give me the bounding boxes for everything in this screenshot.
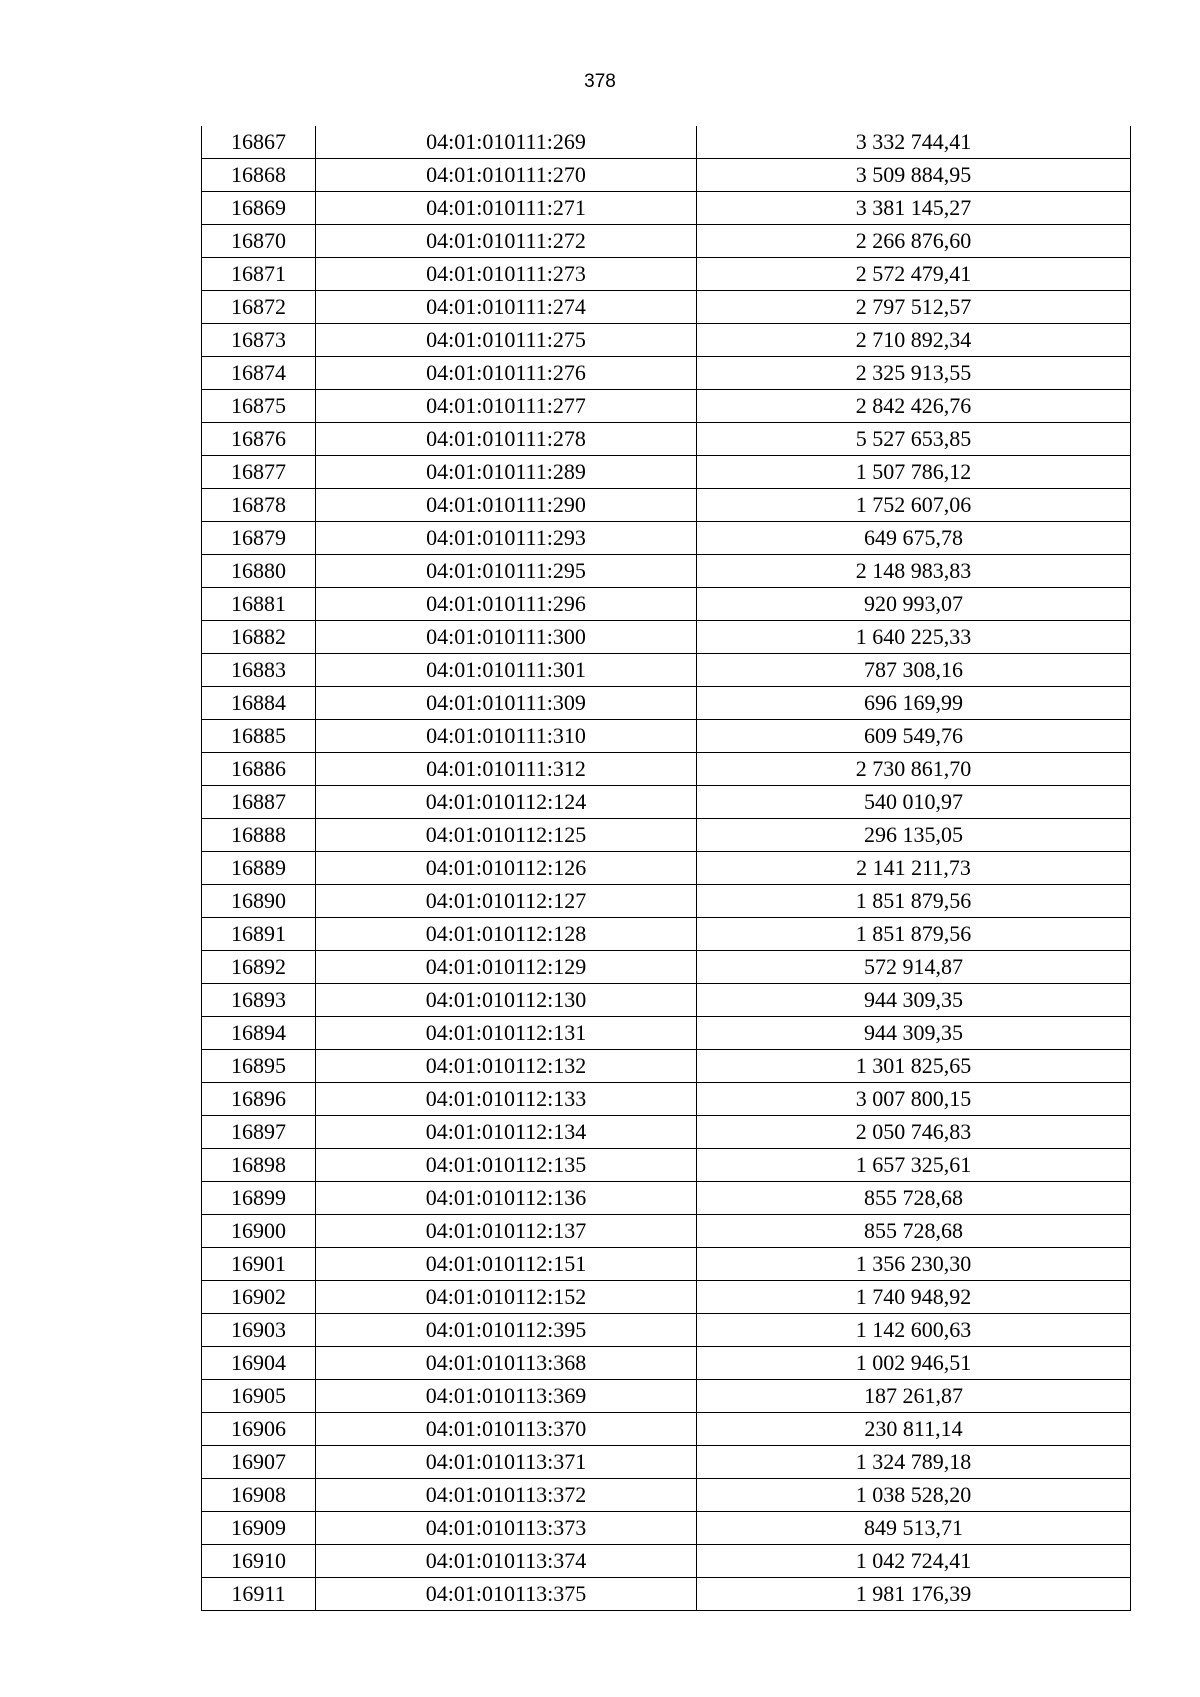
cadastral-value-table xyxy=(201,126,1131,1611)
cadastral-number-cell: 04:01:010111:296 xyxy=(316,588,697,621)
cadastral-value-cell: 920 993,07 xyxy=(697,588,1131,621)
row-number-cell: 16872 xyxy=(202,291,316,324)
table-row xyxy=(202,1149,1131,1182)
cadastral-number-cell: 04:01:010113:372 xyxy=(316,1479,697,1512)
row-number-cell: 16869 xyxy=(202,192,316,225)
cadastral-number-cell: 04:01:010112:124 xyxy=(316,786,697,819)
row-number-cell: 16887 xyxy=(202,786,316,819)
row-number-cell: 16908 xyxy=(202,1479,316,1512)
table-row xyxy=(202,852,1131,885)
row-number-cell: 16875 xyxy=(202,390,316,423)
cadastral-number-cell: 04:01:010113:369 xyxy=(316,1380,697,1413)
cadastral-value-cell: 1 851 879,56 xyxy=(697,885,1131,918)
table-row xyxy=(202,324,1131,357)
cadastral-number-cell: 04:01:010111:300 xyxy=(316,621,697,654)
table-row xyxy=(202,753,1131,786)
cadastral-value-cell: 187 261,87 xyxy=(697,1380,1131,1413)
cadastral-value-cell: 1 042 724,41 xyxy=(697,1545,1131,1578)
row-number-cell: 16885 xyxy=(202,720,316,753)
cadastral-value-cell: 855 728,68 xyxy=(697,1215,1131,1248)
table-row xyxy=(202,291,1131,324)
cadastral-value-cell: 696 169,99 xyxy=(697,687,1131,720)
cadastral-number-cell: 04:01:010113:370 xyxy=(316,1413,697,1446)
cadastral-value-cell: 2 148 983,83 xyxy=(697,555,1131,588)
table-row xyxy=(202,819,1131,852)
cadastral-number-cell: 04:01:010111:275 xyxy=(316,324,697,357)
cadastral-value-cell: 3 381 145,27 xyxy=(697,192,1131,225)
cadastral-value-cell: 2 266 876,60 xyxy=(697,225,1131,258)
row-number-cell: 16910 xyxy=(202,1545,316,1578)
table-row xyxy=(202,225,1131,258)
row-number-cell: 16896 xyxy=(202,1083,316,1116)
cadastral-value-cell: 572 914,87 xyxy=(697,951,1131,984)
row-number-cell: 16897 xyxy=(202,1116,316,1149)
table-row xyxy=(202,984,1131,1017)
table-row xyxy=(202,1479,1131,1512)
cadastral-number-cell: 04:01:010113:371 xyxy=(316,1446,697,1479)
table-row xyxy=(202,918,1131,951)
row-number-cell: 16888 xyxy=(202,819,316,852)
row-number-cell: 16870 xyxy=(202,225,316,258)
row-number-cell: 16878 xyxy=(202,489,316,522)
cadastral-number-cell: 04:01:010111:276 xyxy=(316,357,697,390)
row-number-cell: 16911 xyxy=(202,1578,316,1611)
cadastral-number-cell: 04:01:010111:277 xyxy=(316,390,697,423)
row-number-cell: 16868 xyxy=(202,159,316,192)
cadastral-number-cell: 04:01:010111:289 xyxy=(316,456,697,489)
table-row xyxy=(202,522,1131,555)
table-row xyxy=(202,456,1131,489)
row-number-cell: 16886 xyxy=(202,753,316,786)
cadastral-value-cell: 2 050 746,83 xyxy=(697,1116,1131,1149)
page-number: 378 xyxy=(584,71,616,92)
cadastral-number-cell: 04:01:010112:128 xyxy=(316,918,697,951)
cadastral-value-cell: 3 007 800,15 xyxy=(697,1083,1131,1116)
cadastral-value-cell: 1 752 607,06 xyxy=(697,489,1131,522)
cadastral-number-cell: 04:01:010111:309 xyxy=(316,687,697,720)
cadastral-value-cell: 609 549,76 xyxy=(697,720,1131,753)
row-number-cell: 16873 xyxy=(202,324,316,357)
cadastral-number-cell: 04:01:010112:136 xyxy=(316,1182,697,1215)
table-row xyxy=(202,1116,1131,1149)
table-row xyxy=(202,786,1131,819)
table-row xyxy=(202,1050,1131,1083)
cadastral-value-cell: 2 710 892,34 xyxy=(697,324,1131,357)
table-row xyxy=(202,390,1131,423)
row-number-cell: 16890 xyxy=(202,885,316,918)
cadastral-value-cell: 1 356 230,30 xyxy=(697,1248,1131,1281)
cadastral-number-cell: 04:01:010112:130 xyxy=(316,984,697,1017)
cadastral-number-cell: 04:01:010111:270 xyxy=(316,159,697,192)
table-row xyxy=(202,1347,1131,1380)
row-number-cell: 16876 xyxy=(202,423,316,456)
row-number-cell: 16901 xyxy=(202,1248,316,1281)
row-number-cell: 16884 xyxy=(202,687,316,720)
row-number-cell: 16909 xyxy=(202,1512,316,1545)
row-number-cell: 16881 xyxy=(202,588,316,621)
cadastral-number-cell: 04:01:010112:395 xyxy=(316,1314,697,1347)
cadastral-number-cell: 04:01:010112:137 xyxy=(316,1215,697,1248)
row-number-cell: 16877 xyxy=(202,456,316,489)
cadastral-number-cell: 04:01:010111:273 xyxy=(316,258,697,291)
row-number-cell: 16882 xyxy=(202,621,316,654)
table-row xyxy=(202,1215,1131,1248)
cadastral-value-cell: 1 142 600,63 xyxy=(697,1314,1131,1347)
cadastral-number-cell: 04:01:010111:295 xyxy=(316,555,697,588)
cadastral-value-cell: 5 527 653,85 xyxy=(697,423,1131,456)
cadastral-number-cell: 04:01:010113:374 xyxy=(316,1545,697,1578)
table-row xyxy=(202,588,1131,621)
row-number-cell: 16871 xyxy=(202,258,316,291)
cadastral-number-cell: 04:01:010112:129 xyxy=(316,951,697,984)
table-row xyxy=(202,489,1131,522)
table-row xyxy=(202,1281,1131,1314)
table-row xyxy=(202,1083,1131,1116)
table-row xyxy=(202,885,1131,918)
cadastral-value-cell: 2 572 479,41 xyxy=(697,258,1131,291)
table-row xyxy=(202,159,1131,192)
cadastral-value-cell: 1 640 225,33 xyxy=(697,621,1131,654)
table-row xyxy=(202,1413,1131,1446)
cadastral-number-cell: 04:01:010111:269 xyxy=(316,126,697,159)
cadastral-number-cell: 04:01:010112:134 xyxy=(316,1116,697,1149)
row-number-cell: 16891 xyxy=(202,918,316,951)
cadastral-value-cell: 1 301 825,65 xyxy=(697,1050,1131,1083)
table-row xyxy=(202,126,1131,159)
row-number-cell: 16894 xyxy=(202,1017,316,1050)
table-body xyxy=(202,126,1131,1611)
cadastral-value-cell: 3 332 744,41 xyxy=(697,126,1131,159)
table-row xyxy=(202,192,1131,225)
row-number-cell: 16880 xyxy=(202,555,316,588)
cadastral-value-cell: 1 740 948,92 xyxy=(697,1281,1131,1314)
cadastral-value-cell: 944 309,35 xyxy=(697,1017,1131,1050)
cadastral-value-cell: 787 308,16 xyxy=(697,654,1131,687)
cadastral-number-cell: 04:01:010112:126 xyxy=(316,852,697,885)
table-row xyxy=(202,423,1131,456)
table-row xyxy=(202,1248,1131,1281)
cadastral-number-cell: 04:01:010112:133 xyxy=(316,1083,697,1116)
table-row xyxy=(202,357,1131,390)
cadastral-number-cell: 04:01:010112:135 xyxy=(316,1149,697,1182)
cadastral-value-cell: 296 135,05 xyxy=(697,819,1131,852)
cadastral-value-cell: 849 513,71 xyxy=(697,1512,1131,1545)
row-number-cell: 16893 xyxy=(202,984,316,1017)
cadastral-number-cell: 04:01:010111:293 xyxy=(316,522,697,555)
table-row xyxy=(202,1512,1131,1545)
row-number-cell: 16906 xyxy=(202,1413,316,1446)
cadastral-value-cell: 2 141 211,73 xyxy=(697,852,1131,885)
cadastral-number-cell: 04:01:010111:274 xyxy=(316,291,697,324)
cadastral-value-cell: 1 657 325,61 xyxy=(697,1149,1131,1182)
cadastral-number-cell: 04:01:010111:290 xyxy=(316,489,697,522)
cadastral-number-cell: 04:01:010112:132 xyxy=(316,1050,697,1083)
cadastral-value-cell: 1 324 789,18 xyxy=(697,1446,1131,1479)
cadastral-value-cell: 944 309,35 xyxy=(697,984,1131,1017)
row-number-cell: 16879 xyxy=(202,522,316,555)
row-number-cell: 16900 xyxy=(202,1215,316,1248)
cadastral-value-cell: 1 002 946,51 xyxy=(697,1347,1131,1380)
table-row xyxy=(202,1182,1131,1215)
table-row xyxy=(202,654,1131,687)
table-row xyxy=(202,720,1131,753)
row-number-cell: 16902 xyxy=(202,1281,316,1314)
cadastral-number-cell: 04:01:010111:310 xyxy=(316,720,697,753)
cadastral-value-cell: 1 851 879,56 xyxy=(697,918,1131,951)
table-row xyxy=(202,1446,1131,1479)
table-row xyxy=(202,687,1131,720)
cadastral-number-cell: 04:01:010112:125 xyxy=(316,819,697,852)
table-row xyxy=(202,1017,1131,1050)
cadastral-value-cell: 2 730 861,70 xyxy=(697,753,1131,786)
table-row xyxy=(202,1545,1131,1578)
table-row xyxy=(202,621,1131,654)
row-number-cell: 16892 xyxy=(202,951,316,984)
cadastral-value-cell: 855 728,68 xyxy=(697,1182,1131,1215)
row-number-cell: 16907 xyxy=(202,1446,316,1479)
table-row xyxy=(202,1578,1131,1611)
cadastral-value-cell: 1 038 528,20 xyxy=(697,1479,1131,1512)
row-number-cell: 16874 xyxy=(202,357,316,390)
row-number-cell: 16895 xyxy=(202,1050,316,1083)
cadastral-value-cell: 649 675,78 xyxy=(697,522,1131,555)
cadastral-number-cell: 04:01:010111:301 xyxy=(316,654,697,687)
cadastral-number-cell: 04:01:010113:368 xyxy=(316,1347,697,1380)
cadastral-value-cell: 230 811,14 xyxy=(697,1413,1131,1446)
cadastral-number-cell: 04:01:010111:271 xyxy=(316,192,697,225)
cadastral-value-cell: 540 010,97 xyxy=(697,786,1131,819)
row-number-cell: 16899 xyxy=(202,1182,316,1215)
cadastral-number-cell: 04:01:010112:152 xyxy=(316,1281,697,1314)
cadastral-number-cell: 04:01:010112:131 xyxy=(316,1017,697,1050)
table-row xyxy=(202,1314,1131,1347)
cadastral-number-cell: 04:01:010112:151 xyxy=(316,1248,697,1281)
row-number-cell: 16889 xyxy=(202,852,316,885)
row-number-cell: 16867 xyxy=(202,126,316,159)
cadastral-number-cell: 04:01:010113:375 xyxy=(316,1578,697,1611)
cadastral-number-cell: 04:01:010111:272 xyxy=(316,225,697,258)
cadastral-number-cell: 04:01:010112:127 xyxy=(316,885,697,918)
cadastral-value-cell: 1 507 786,12 xyxy=(697,456,1131,489)
cadastral-value-cell: 3 509 884,95 xyxy=(697,159,1131,192)
table-row xyxy=(202,555,1131,588)
table-row xyxy=(202,258,1131,291)
cadastral-value-cell: 2 797 512,57 xyxy=(697,291,1131,324)
cadastral-value-cell: 2 325 913,55 xyxy=(697,357,1131,390)
row-number-cell: 16883 xyxy=(202,654,316,687)
cadastral-number-cell: 04:01:010111:278 xyxy=(316,423,697,456)
cadastral-number-cell: 04:01:010113:373 xyxy=(316,1512,697,1545)
row-number-cell: 16898 xyxy=(202,1149,316,1182)
cadastral-value-cell: 1 981 176,39 xyxy=(697,1578,1131,1611)
cadastral-number-cell: 04:01:010111:312 xyxy=(316,753,697,786)
row-number-cell: 16905 xyxy=(202,1380,316,1413)
table-row xyxy=(202,1380,1131,1413)
cadastral-value-cell: 2 842 426,76 xyxy=(697,390,1131,423)
table-row xyxy=(202,951,1131,984)
row-number-cell: 16903 xyxy=(202,1314,316,1347)
row-number-cell: 16904 xyxy=(202,1347,316,1380)
